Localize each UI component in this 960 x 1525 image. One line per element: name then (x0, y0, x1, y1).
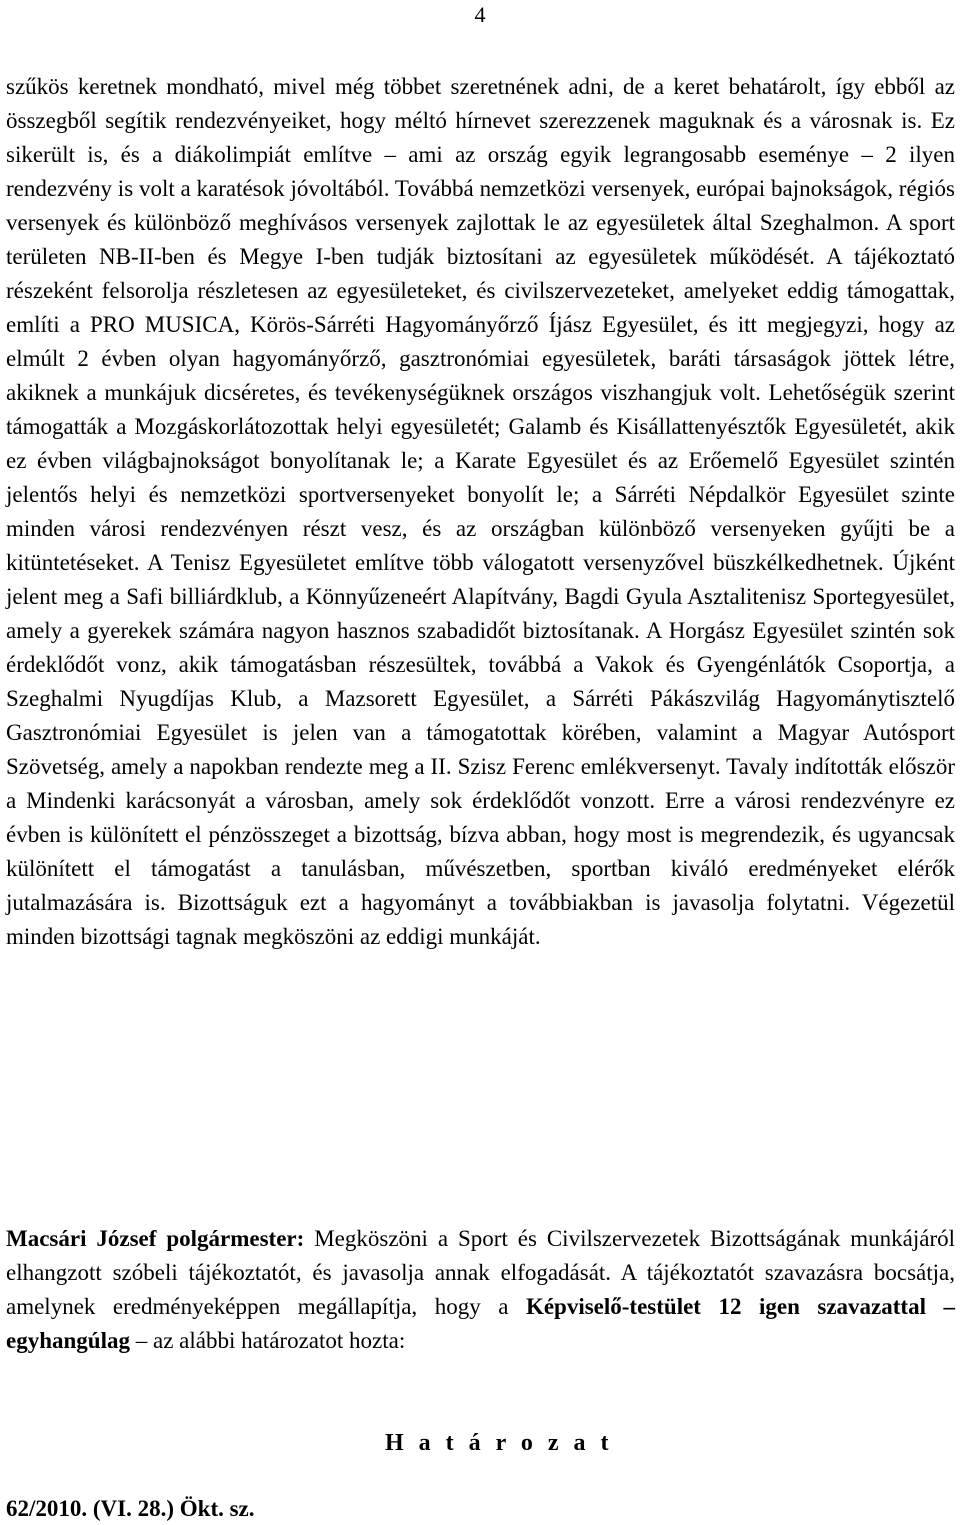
statement-closing: – az alábbi határozatot hozta: (129, 1328, 406, 1353)
speaker-name: Macsári József polgármester: (6, 1226, 305, 1251)
resolution-number: 62/2010. (VI. 28.) Ökt. sz. (6, 1496, 255, 1521)
vote-result: Képviselő-testület 12 igen szavazattal – egyhangúlag (6, 1294, 955, 1353)
statement-text: Megköszöni a Sport és Civilszervezetek Bizottságának munkájáról elhangzott szóbeli tájékoztatót, és javasolja annak elfogadását. A tájékoztatót szavazásra bocsátja, amelynek eredményeképpen megállapítja, hogy a (6, 1226, 955, 1319)
resolution-heading: H a t á r o z a t (385, 1430, 614, 1456)
mayor-statement-paragraph (6, 1222, 955, 1358)
report-paragraph: szűkös keretnek mondható, mivel még többet szeretnének adni, de a keret behatárolt, így ebből az összegből segítik rendezvényeiket, hogy méltó hírnevet szerezzenek maguknak és a városnak is. Ez sikerült is, és a diákolimpiát említve – ami az ország egyik legrangosabb eseménye – 2 ilyen rendezvény is volt a karatésok jóvoltából. Továbbá nemzetközi versenyek, európai bajnokságok, régiós versenyek és különböző meghívásos versenyek zajlottak le az egyesületek által Szeghalmon. A sport területen NB-II-ben és Megye I-ben tudják biztosítani az egyesületek működését. A tájékoztató részeként felsorolja részletesen az egyesületeket, és civilszervezeteket, amelyeket eddig támogattak, említi a PRO MUSICA, Körös-Sárréti Hagyományőrző Íjász Egyesület, és itt megjegyzi, hogy az elmúlt 2 évben olyan hagyományőrző, gasztronómiai egyesületek, baráti társaságok jöttek létre, akiknek a munkájuk dicséretes, és tevékenységüknek országos viszhangjuk volt. Lehetőségük szerint támogatták a Mozgáskorlátozottak helyi egyesületét; Galamb és Kisállattenyésztők Egyesületét, akik ez évben világbajnokságot bonyolítanak le; a Karate Egyesület és az Erőemelő Egyesület szintén jelentős helyi és nemzetközi sportversenyeket bonyolít le; a Sárréti Népdalkör Egyesület szinte minden városi rendezvényen részt vesz, és az országban különböző versenyeken gyűjti be a kitüntetéseket. A Tenisz Egyesületet említve több válogatott versenyzővel büszkélkedhetnek. Újként jelent meg a Safi billiárdklub, a Könnyűzeneért Alapítvány, Bagdi Gyula Asztalitenisz Sportegyesület, amely a gyerekek számára nagyon hasznos szabadidőt biztosítanak. A Horgász Egyesület szintén sok érdeklődőt vonz, akik támogatásban részesültek, továbbá a Vakok és Gyengénlátók Csoportja, a Szeghalmi Nyugdíjas Klub, a Mazsorett Egyesület, a Sárréti Pákászvilág Hagyománytisztelő Gasztronómiai Egyesület is jelen van a támogatottak körében, valamint a Magyar Autósport Szövetség, amely a napokban rendezte meg a II. Szisz Ferenc emlékversenyt. Tavaly indították először a Mindenki karácsonyát a városban, amely sok érdeklődőt vonzott. Erre a városi rendezvényre ez évben is különített el pénzösszeget a bizottság, bízva abban, hogy most is megrendezik, és ugyancsak különített el támogatást a tanulásban, művészetben, sportban kiváló eredményeket elérők jutalmazására is. Bizottságuk ezt a hagyományt a továbbiakban is javasolja folytatni. Végezetül minden bizottsági tagnak megköszöni az eddigi munkáját. (6, 74, 955, 949)
page-number: 4 (474, 2, 486, 27)
